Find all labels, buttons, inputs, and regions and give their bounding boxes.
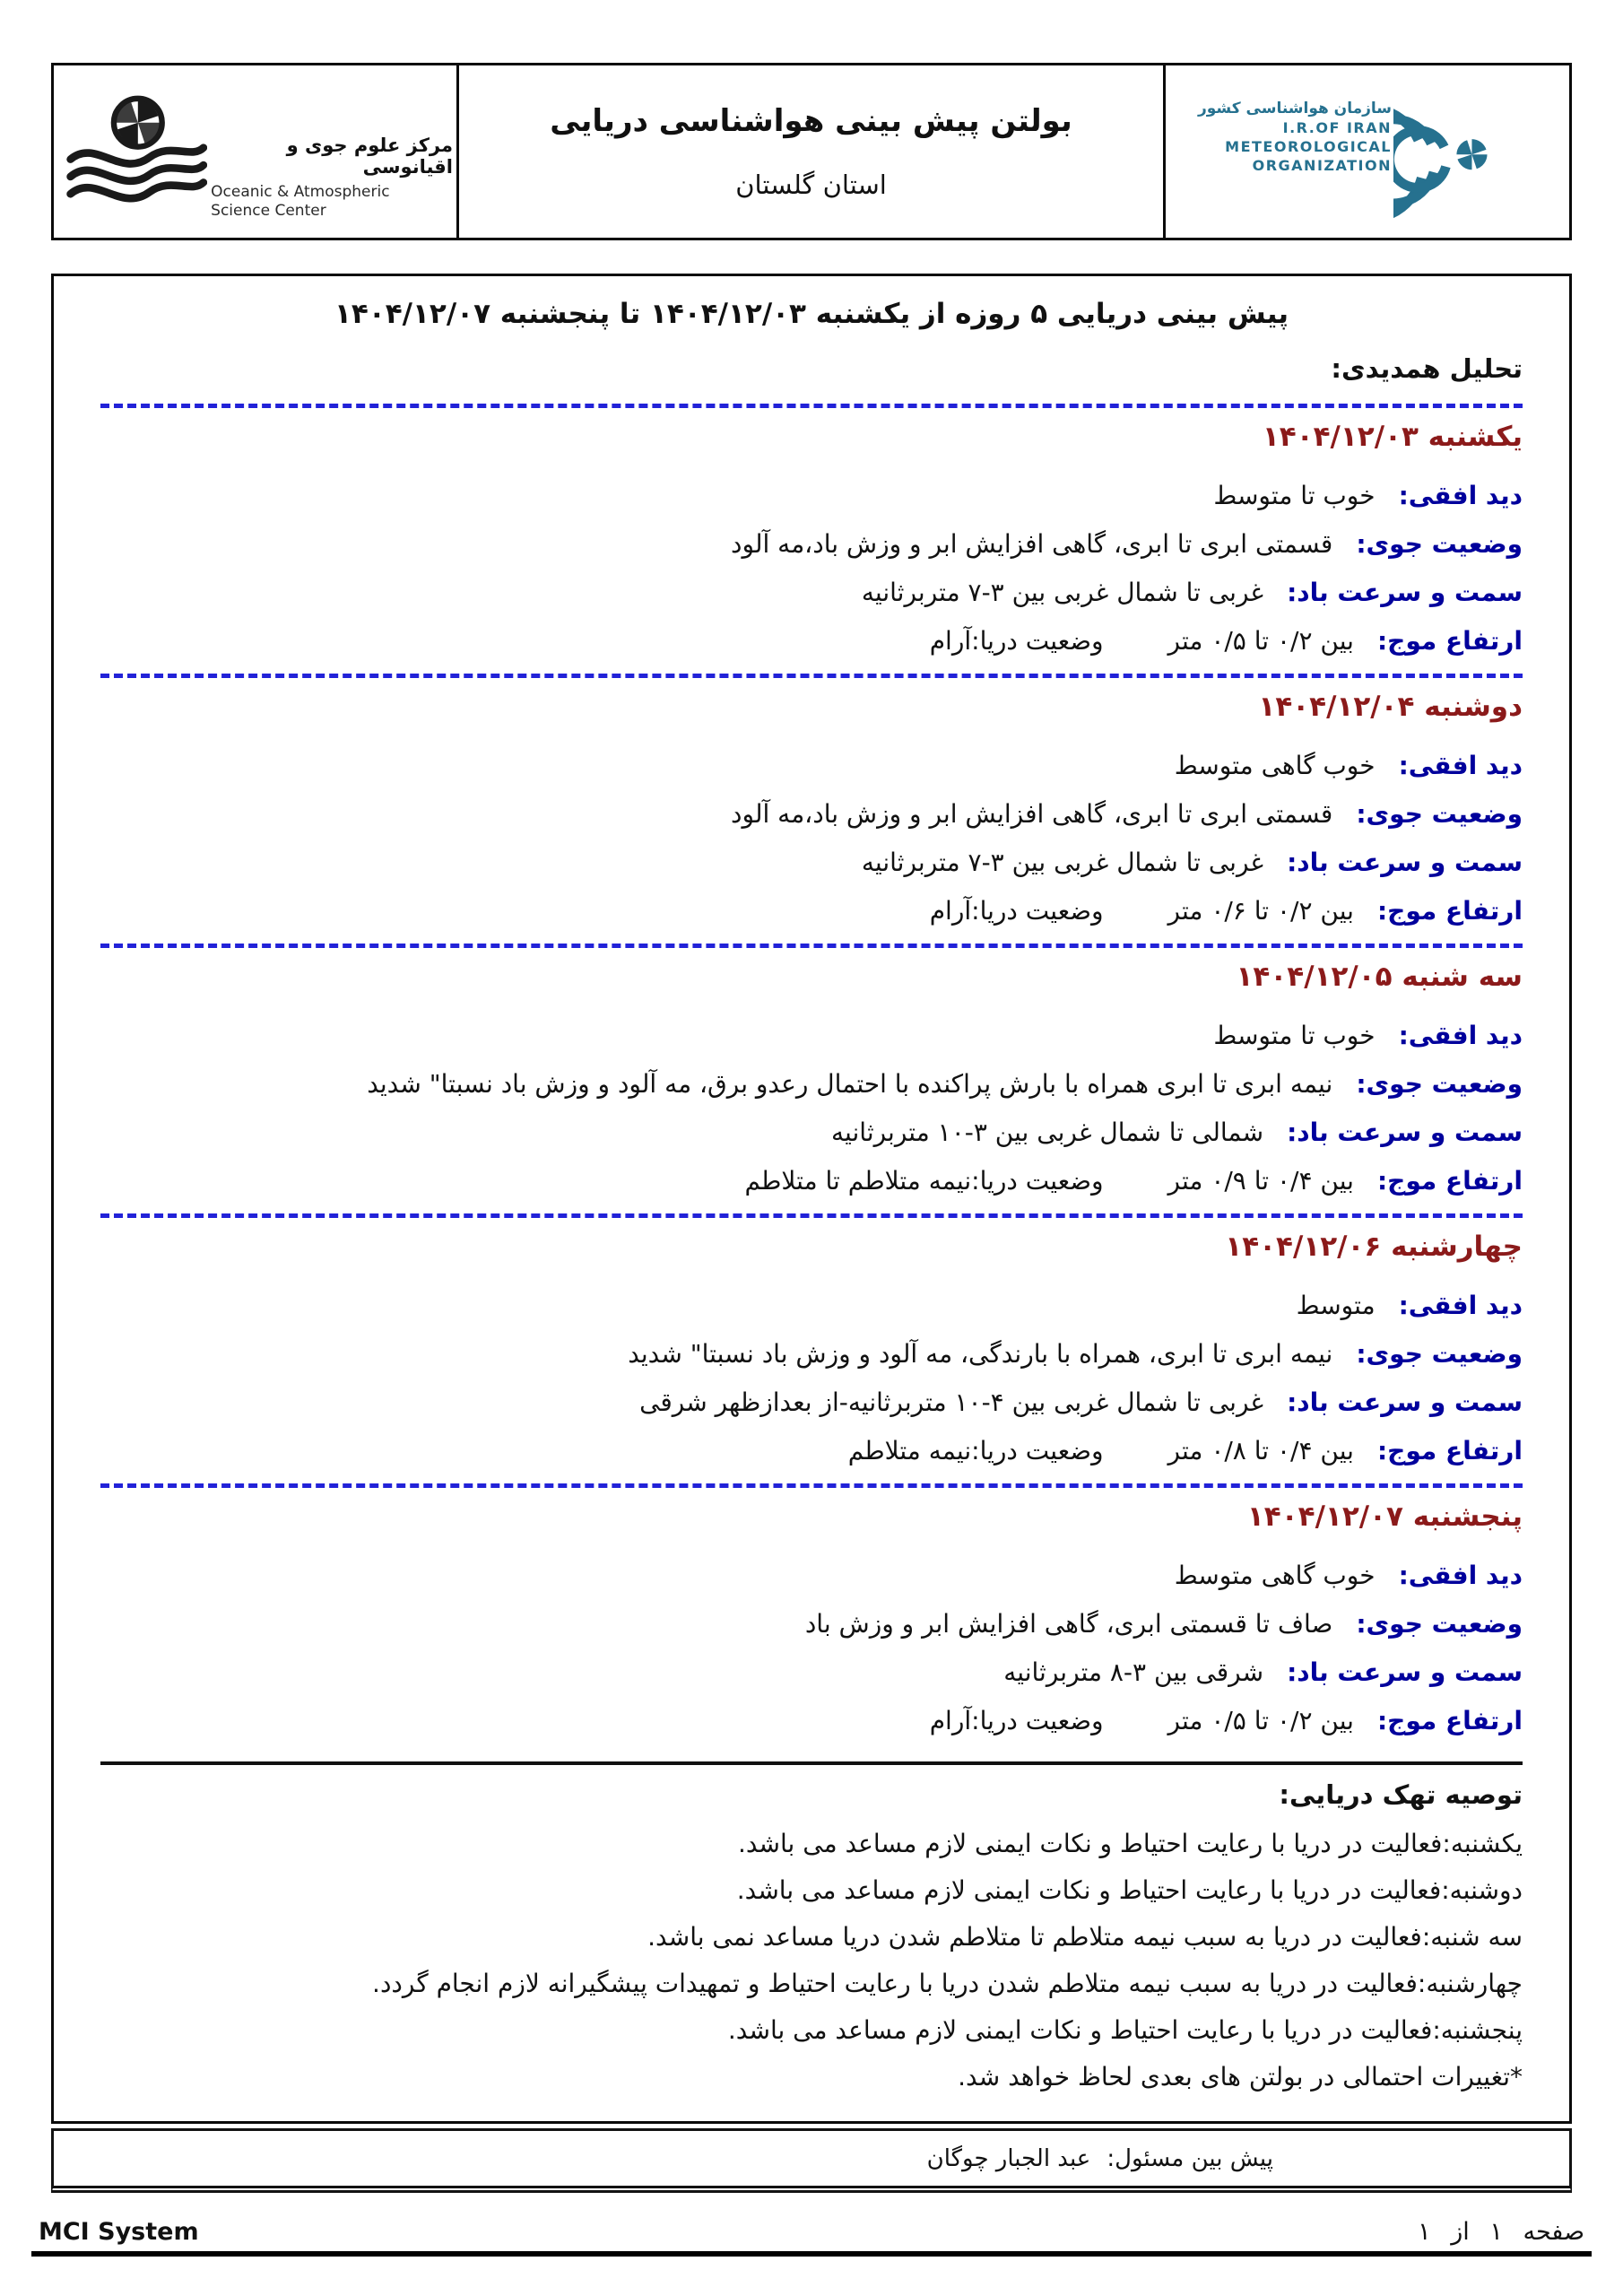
left-logo-title-en-line1: Oceanic & Atmospheric	[211, 182, 390, 201]
weather-value: قسمتی ابری تا ابری، گاهی افزایش ابر و وزش باد،مه آلود	[731, 529, 1333, 559]
wave-label: ارتفاع موج:	[1376, 1436, 1523, 1465]
visibility-value: متوسط	[1296, 1291, 1376, 1320]
advisory-line: *تغییرات احتمالی در بولتن های بعدی لحاظ خواهد شد.	[958, 2062, 1523, 2092]
dashed-separator	[100, 1483, 1523, 1488]
visibility-label: دید افقی:	[1398, 751, 1523, 780]
wave-label: ارتفاع موج:	[1376, 1706, 1523, 1735]
wave-row	[100, 625, 1523, 657]
wave-value: بین ۰/۲ تا ۰/۵ متر	[1167, 626, 1354, 656]
wave-row	[100, 1165, 1523, 1196]
day-date-header: پنجشنبه ۱۴۰۴/۱۲/۰۷	[1246, 1500, 1523, 1533]
wind-value: شرقی بین ۳-۸ متربرثانیه	[1003, 1657, 1264, 1687]
irimo-spiral-icon	[1393, 80, 1537, 223]
irimo-title-en-line2: METEOROLOGICAL	[1225, 137, 1392, 155]
wave-label: ارتفاع موج:	[1376, 626, 1523, 656]
weather-label: وضعیت جوی:	[1356, 529, 1523, 559]
weather-row	[100, 1608, 1523, 1639]
visibility-row	[100, 1560, 1523, 1591]
irimo-title-fa: سازمان هواشناسی کشور	[1197, 100, 1392, 117]
visibility-label: دید افقی:	[1398, 481, 1523, 510]
weather-value: نیمه ابری تا ابری همراه با بارش پراکنده با احتمال رعدو برق، مه آلود و وزش باد نسبتا" شدید	[367, 1069, 1333, 1099]
left-logo-title-en-line2: Science Center	[211, 202, 326, 220]
wind-row	[100, 577, 1523, 608]
wave-value: بین ۰/۲ تا ۰/۵ متر	[1167, 1706, 1354, 1735]
visibility-row	[100, 1020, 1523, 1051]
visibility-row	[100, 750, 1523, 781]
wind-row	[100, 1387, 1523, 1418]
solid-separator	[100, 1761, 1523, 1765]
visibility-value: خوب تا متوسط	[1213, 1021, 1376, 1050]
day-section-thursday	[100, 1500, 1523, 1736]
wave-value: بین ۰/۲ تا ۰/۶ متر	[1167, 896, 1354, 926]
sea-state-value: وضعیت دریا:آرام	[929, 626, 1104, 656]
wind-value: شمالی تا شمال غربی بین ۳-۱۰ متربرثانیه	[831, 1118, 1264, 1147]
wind-value: غربی تا شمال غربی بین ۳-۷ متربرثانیه	[861, 848, 1264, 877]
wave-label: ارتفاع موج:	[1376, 1166, 1523, 1196]
wave-label: ارتفاع موج:	[1376, 896, 1523, 926]
dashed-separator	[100, 404, 1523, 408]
dashed-separator	[100, 1213, 1523, 1218]
province-subtitle: استان گلستان	[735, 170, 887, 200]
synoptic-analysis-label: تحلیل همدیدی:	[1331, 353, 1523, 384]
wave-value: بین ۰/۴ تا ۰/۸ متر	[1167, 1436, 1354, 1465]
forecaster-box	[51, 2128, 1572, 2193]
bulletin-title: بولتن پیش بینی هواشناسی دریایی	[550, 103, 1072, 139]
wind-label: سمت و سرعت باد:	[1287, 1118, 1523, 1147]
left-logo-cell	[54, 65, 459, 238]
wind-value: غربی تا شمال غربی بین ۳-۷ متربرثانیه	[861, 578, 1264, 607]
irimo-logo	[1198, 80, 1537, 223]
wave-value: بین ۰/۴ تا ۰/۹ متر	[1167, 1166, 1354, 1196]
visibility-label: دید افقی:	[1398, 1561, 1523, 1590]
wind-row	[100, 1117, 1523, 1148]
wind-label: سمت و سرعت باد:	[1287, 848, 1523, 877]
oceanic-center-logo-icon	[63, 84, 207, 219]
day-date-header: چهارشنبه ۱۴۰۴/۱۲/۰۶	[1225, 1231, 1523, 1263]
header-title-cell	[459, 65, 1166, 238]
weather-row	[100, 798, 1523, 830]
dashed-separator	[100, 674, 1523, 678]
page-footer-bar	[31, 2205, 1592, 2257]
day-date-header: دوشنبه ۱۴۰۴/۱۲/۰۴	[1258, 691, 1523, 723]
weather-value: قسمتی ابری تا ابری، گاهی افزایش ابر و وزش باد،مه آلود	[731, 799, 1333, 829]
page-number: صفحه ۱ از ۱	[1418, 2218, 1584, 2246]
visibility-label: دید افقی:	[1398, 1291, 1523, 1320]
wind-row	[100, 1657, 1523, 1688]
system-name: MCI System	[39, 2218, 199, 2246]
day-section-tuesday	[100, 961, 1523, 1218]
wind-value: غربی تا شمال غربی بین ۴-۱۰ متربرثانیه-از بعدازظهر شرقی	[639, 1387, 1264, 1417]
day-section-monday	[100, 691, 1523, 948]
marine-advisory-title: توصیه تهک دریایی:	[1279, 1779, 1523, 1810]
day-section-wednesday	[100, 1231, 1523, 1488]
visibility-row	[100, 1290, 1523, 1321]
right-logo-cell	[1166, 65, 1569, 238]
visibility-value: خوب گاهی متوسط	[1174, 1561, 1376, 1590]
forecast-period-title: پیش بینی دریایی ۵ روزه از یکشنبه ۱۴۰۴/۱۲/۰۳ تا پنجشنبه ۱۴۰۴/۱۲/۰۷	[334, 298, 1289, 330]
visibility-value: خوب تا متوسط	[1213, 481, 1376, 510]
visibility-label: دید افقی:	[1398, 1021, 1523, 1050]
weather-row	[100, 528, 1523, 560]
wind-row	[100, 847, 1523, 878]
wind-label: سمت و سرعت باد:	[1287, 1657, 1523, 1687]
sea-state-value: وضعیت دریا:نیمه متلاطم	[847, 1436, 1104, 1465]
weather-value: صاف تا قسمتی ابری، گاهی افزایش ابر و وزش باد	[804, 1609, 1333, 1639]
visibility-row	[100, 480, 1523, 511]
day-section-sunday	[100, 421, 1523, 678]
sea-state-value: وضعیت دریا:نیمه متلاطم تا متلاطم	[744, 1166, 1104, 1196]
sea-state-value: وضعیت دریا:آرام	[929, 896, 1104, 926]
advisory-line: سه شنبه:فعالیت در دریا به سبب نیمه متلاطم تا متلاطم شدن دریا مساعد نمی باشد.	[647, 1922, 1523, 1952]
advisory-line: یکشنبه:فعالیت در دریا با رعایت احتیاط و نکات ایمنی لازم مساعد می باشد.	[737, 1829, 1523, 1858]
weather-label: وضعیت جوی:	[1356, 1609, 1523, 1639]
weather-label: وضعیت جوی:	[1356, 1069, 1523, 1099]
day-date-header: یکشنبه ۱۴۰۴/۱۲/۰۳	[1262, 421, 1523, 453]
day-date-header: سه شنبه ۱۴۰۴/۱۲/۰۵	[1236, 961, 1523, 993]
irimo-title-en-line1: I.R.OF IRAN	[1282, 119, 1392, 136]
irimo-title-en-line3: ORGANIZATION	[1252, 156, 1392, 174]
left-logo-text	[211, 83, 453, 222]
advisory-line: چهارشنبه:فعالیت در دریا به سبب نیمه متلاطم شدن دریا با رعایت احتیاط و تمهیدات پیشگیرانه لازم انجام گردد.	[372, 1969, 1523, 1998]
bulletin-header	[51, 63, 1572, 240]
advisory-line: دوشنبه:فعالیت در دریا با رعایت احتیاط و نکات ایمنی لازم مساعد می باشد.	[736, 1875, 1523, 1905]
sea-state-value: وضعیت دریا:آرام	[929, 1706, 1104, 1735]
left-logo-title-fa: مرکز علوم جوی و اقیانوسی	[286, 134, 453, 178]
wave-row	[100, 895, 1523, 926]
forecast-box	[51, 274, 1572, 2124]
wind-label: سمت و سرعت باد:	[1287, 1387, 1523, 1417]
visibility-value: خوب گاهی متوسط	[1174, 751, 1376, 780]
wave-row	[100, 1435, 1523, 1466]
weather-row	[100, 1068, 1523, 1100]
wave-row	[100, 1705, 1523, 1736]
advisory-line: پنجشنبه:فعالیت در دریا با رعایت احتیاط و نکات ایمنی لازم مساعد می باشد.	[727, 2015, 1523, 2045]
weather-value: نیمه ابری تا ابری، همراه با بارندگی، مه آلود و وزش باد نسبتا" شدید	[628, 1339, 1333, 1369]
forecaster-label: پیش بین مسئول:	[1107, 2144, 1273, 2172]
irimo-logo-text	[1198, 80, 1392, 175]
weather-label: وضعیت جوی:	[1356, 1339, 1523, 1369]
wind-label: سمت و سرعت باد:	[1287, 578, 1523, 607]
dashed-separator	[100, 944, 1523, 948]
forecaster-name: عبد الجبار چوگان	[926, 2144, 1091, 2172]
weather-label: وضعیت جوی:	[1356, 799, 1523, 829]
weather-row	[100, 1338, 1523, 1370]
